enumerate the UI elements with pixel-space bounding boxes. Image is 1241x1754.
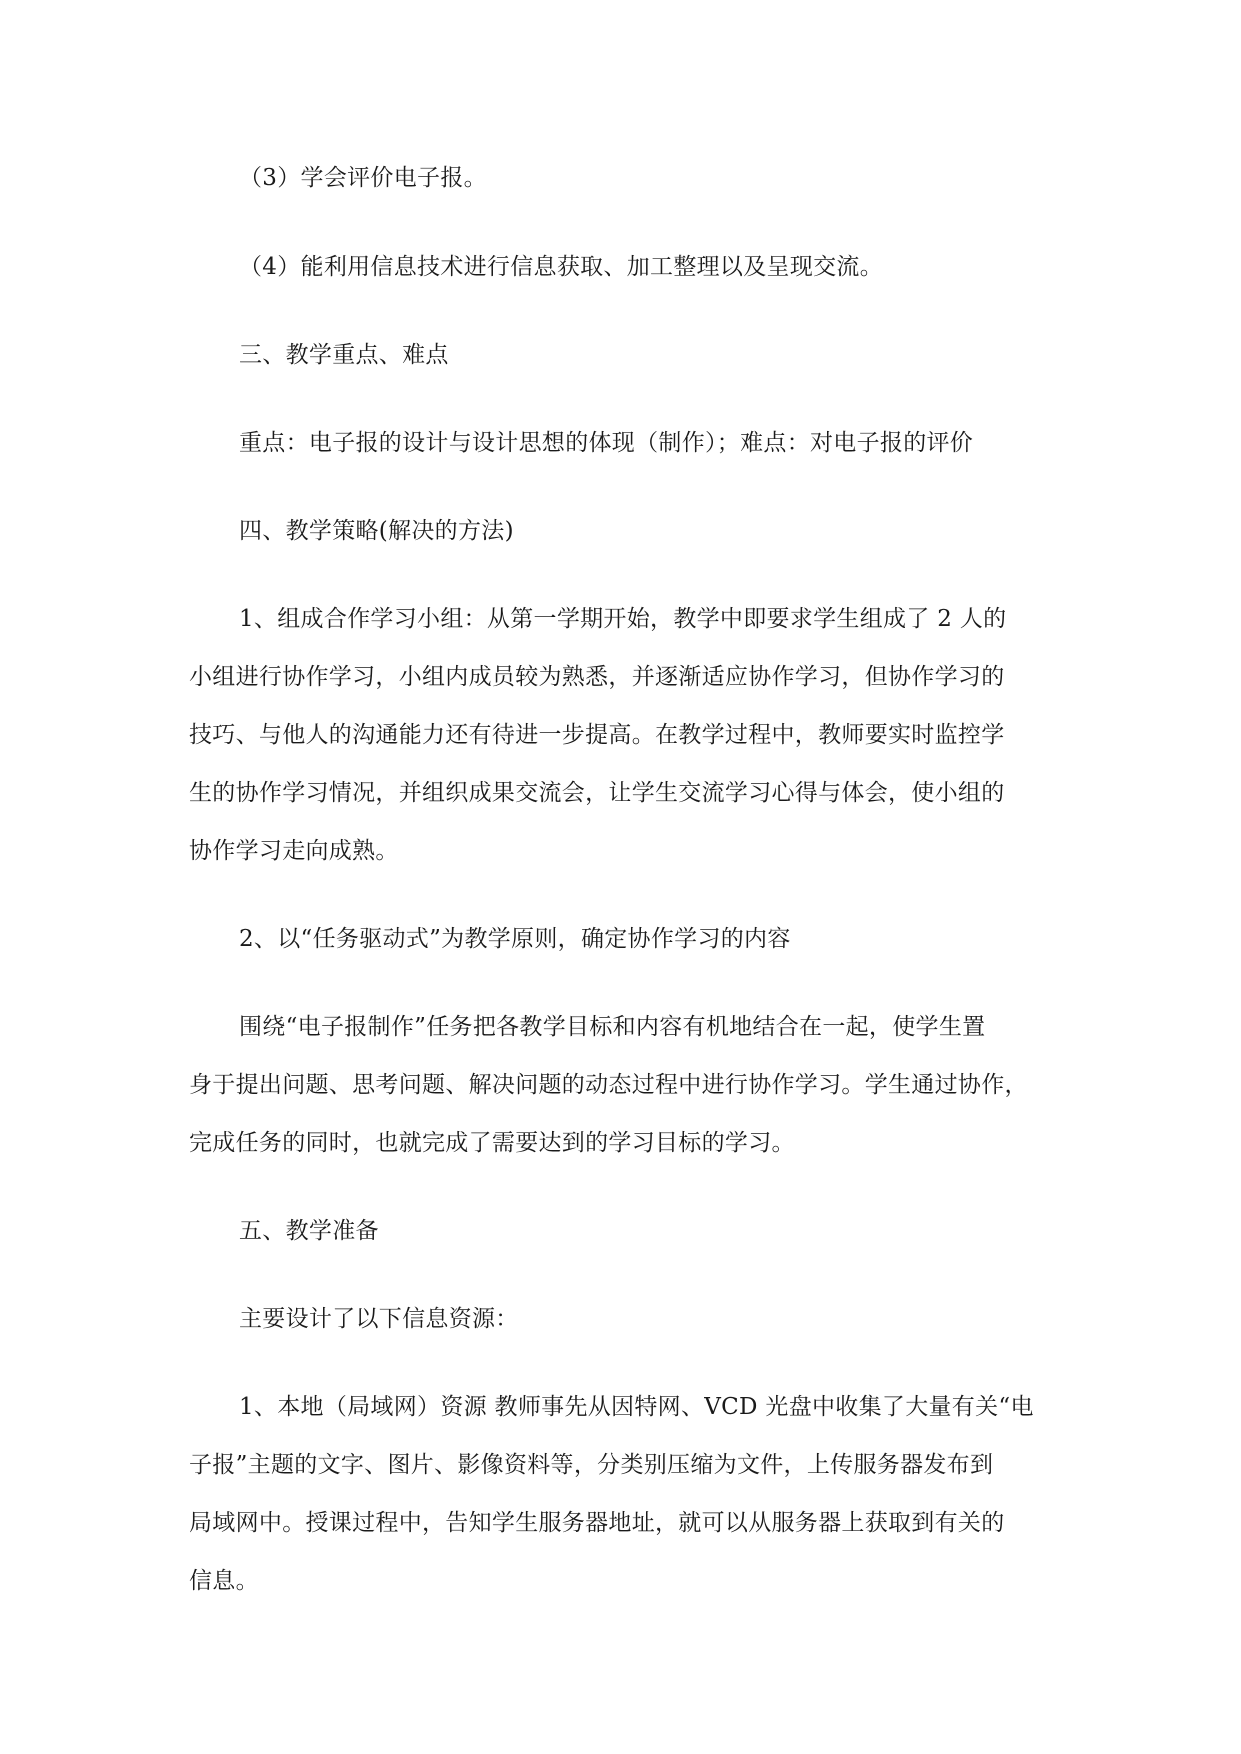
text-line: 信息。: [189, 1568, 259, 1594]
text-line: （3）学会评价电子报。: [239, 165, 487, 191]
text-line: 2、以“任务驱动式”为教学原则，确定协作学习的内容: [239, 926, 791, 952]
text-line: 主要设计了以下信息资源：: [239, 1306, 519, 1332]
section-heading: 四、教学策略(解决的方法): [239, 518, 514, 544]
text-line: 生的协作学习情况，并组织成果交流会，让学生交流学习心得与体会，使小组的: [189, 780, 1005, 806]
text-line: 身于提出问题、思考问题、解决问题的动态过程中进行协作学习。学生通过协作，: [189, 1072, 1028, 1098]
section-heading: 五、教学准备: [239, 1218, 379, 1244]
text-line: 小组进行协作学习，小组内成员较为熟悉，并逐渐适应协作学习，但协作学习的: [189, 664, 1005, 690]
text-line: 协作学习走向成熟。: [189, 838, 399, 864]
text-line: 子报”主题的文字、图片、影像资料等，分类别压缩为文件，上传服务器发布到: [189, 1452, 994, 1478]
text-line: 1、本地（局域网）资源 教师事先从因特网、VCD 光盘中收集了大量有关“电: [239, 1394, 1034, 1420]
text-line: 完成任务的同时，也就完成了需要达到的学习目标的学习。: [189, 1130, 795, 1156]
text-line: 1、组成合作学习小组：从第一学期开始，教学中即要求学生组成了 2 人的: [239, 606, 1007, 632]
text-line: 围绕“电子报制作”任务把各教学目标和内容有机地结合在一起，使学生置: [239, 1014, 986, 1040]
text-line: 局域网中。授课过程中，告知学生服务器地址，就可以从服务器上获取到有关的: [189, 1510, 1005, 1536]
text-line: 重点：电子报的设计与设计思想的体现（制作）；难点：对电子报的评价: [239, 430, 974, 456]
text-line: （4）能利用信息技术进行信息获取、加工整理以及呈现交流。: [239, 254, 884, 280]
text-line: 技巧、与他人的沟通能力还有待进一步提高。在教学过程中，教师要实时监控学: [189, 722, 1005, 748]
section-heading: 三、教学重点、难点: [239, 342, 449, 368]
